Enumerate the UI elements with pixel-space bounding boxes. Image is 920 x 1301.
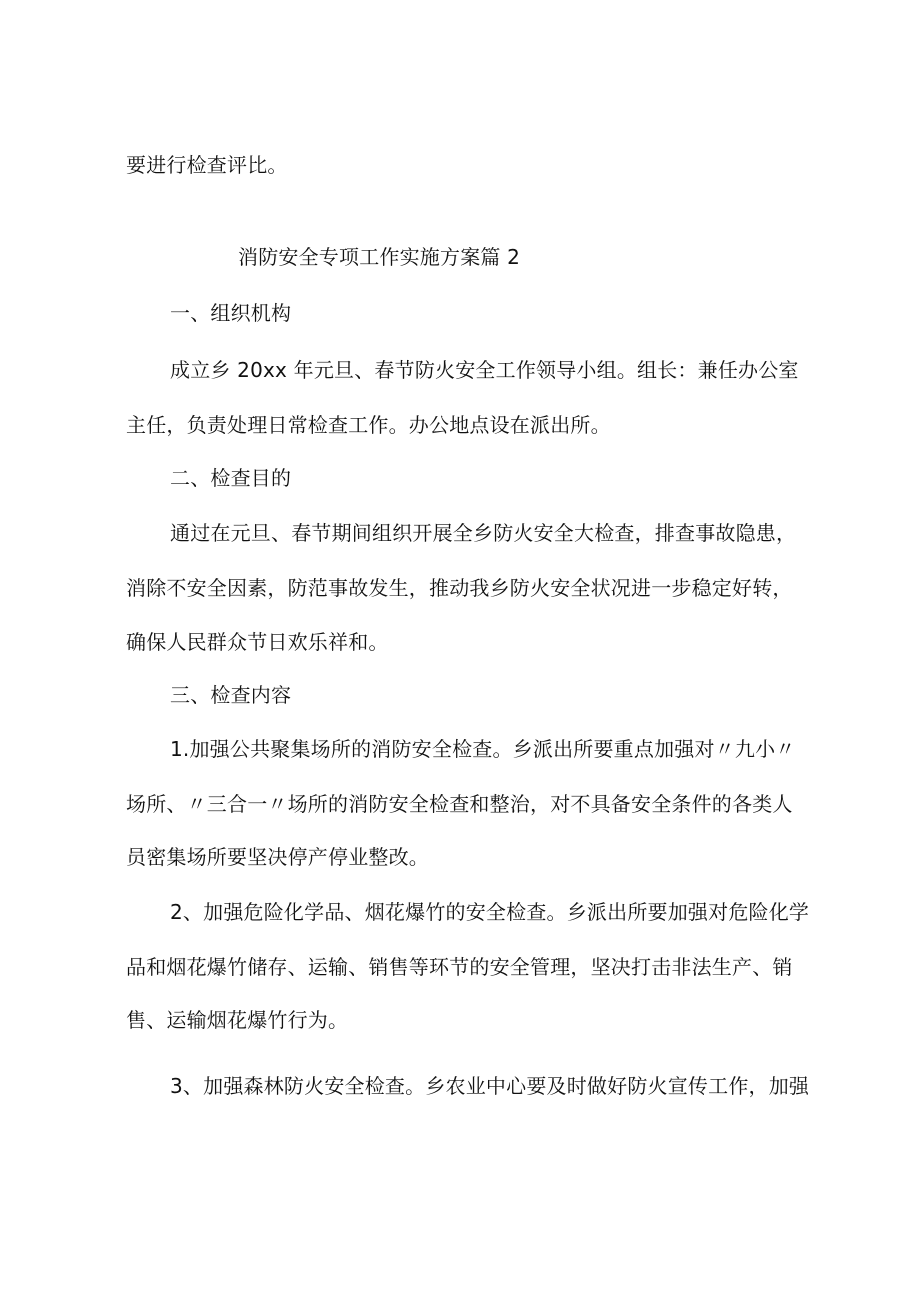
paragraph-line: 场所、〃三合一〃场所的消防安全检查和整治，对不具备安全条件的各类人 bbox=[126, 792, 793, 816]
paragraph-line: 1.加强公共聚集场所的消防安全检查。乡派出所要重点加强对〃九小〃 bbox=[170, 737, 796, 761]
paragraph-line: 通过在元旦、春节期间组织开展全乡防火安全大检查，排查事故隐患， bbox=[170, 521, 797, 545]
paragraph-continuation: 要进行检查评比。 bbox=[126, 153, 288, 177]
heading-contents: 三、检查内容 bbox=[170, 683, 292, 707]
paragraph-line: 消除不安全因素，防范事故发生，推动我乡防火安全状况进一步稳定好转， bbox=[126, 576, 793, 600]
paragraph-line: 员密集场所要坚决停产停业整改。 bbox=[126, 845, 429, 869]
paragraph-line: 3、加强森林防火安全检查。乡农业中心要及时做好防火宣传工作，加强 bbox=[170, 1074, 810, 1098]
paragraph-line: 确保人民群众节日欢乐祥和。 bbox=[126, 630, 389, 654]
paragraph-line: 成立乡 20xx 年元旦、春节防火安全工作领导小组。组长：兼任办公室 bbox=[170, 358, 799, 382]
paragraph-line: 主任，负责处理日常检查工作。办公地点设在派出所。 bbox=[126, 413, 611, 437]
heading-purpose: 二、检查目的 bbox=[170, 466, 292, 490]
paragraph-line: 售、运输烟花爆竹行为。 bbox=[126, 1008, 349, 1032]
heading-organization: 一、组织机构 bbox=[170, 301, 292, 325]
paragraph-line: 2、加强危险化学品、烟花爆竹的安全检查。乡派出所要加强对危险化学 bbox=[170, 900, 810, 924]
paragraph-line: 品和烟花爆竹储存、运输、销售等环节的安全管理，坚决打击非法生产、销 bbox=[126, 955, 793, 979]
section-title: 消防安全专项工作实施方案篇 2 bbox=[238, 245, 521, 269]
